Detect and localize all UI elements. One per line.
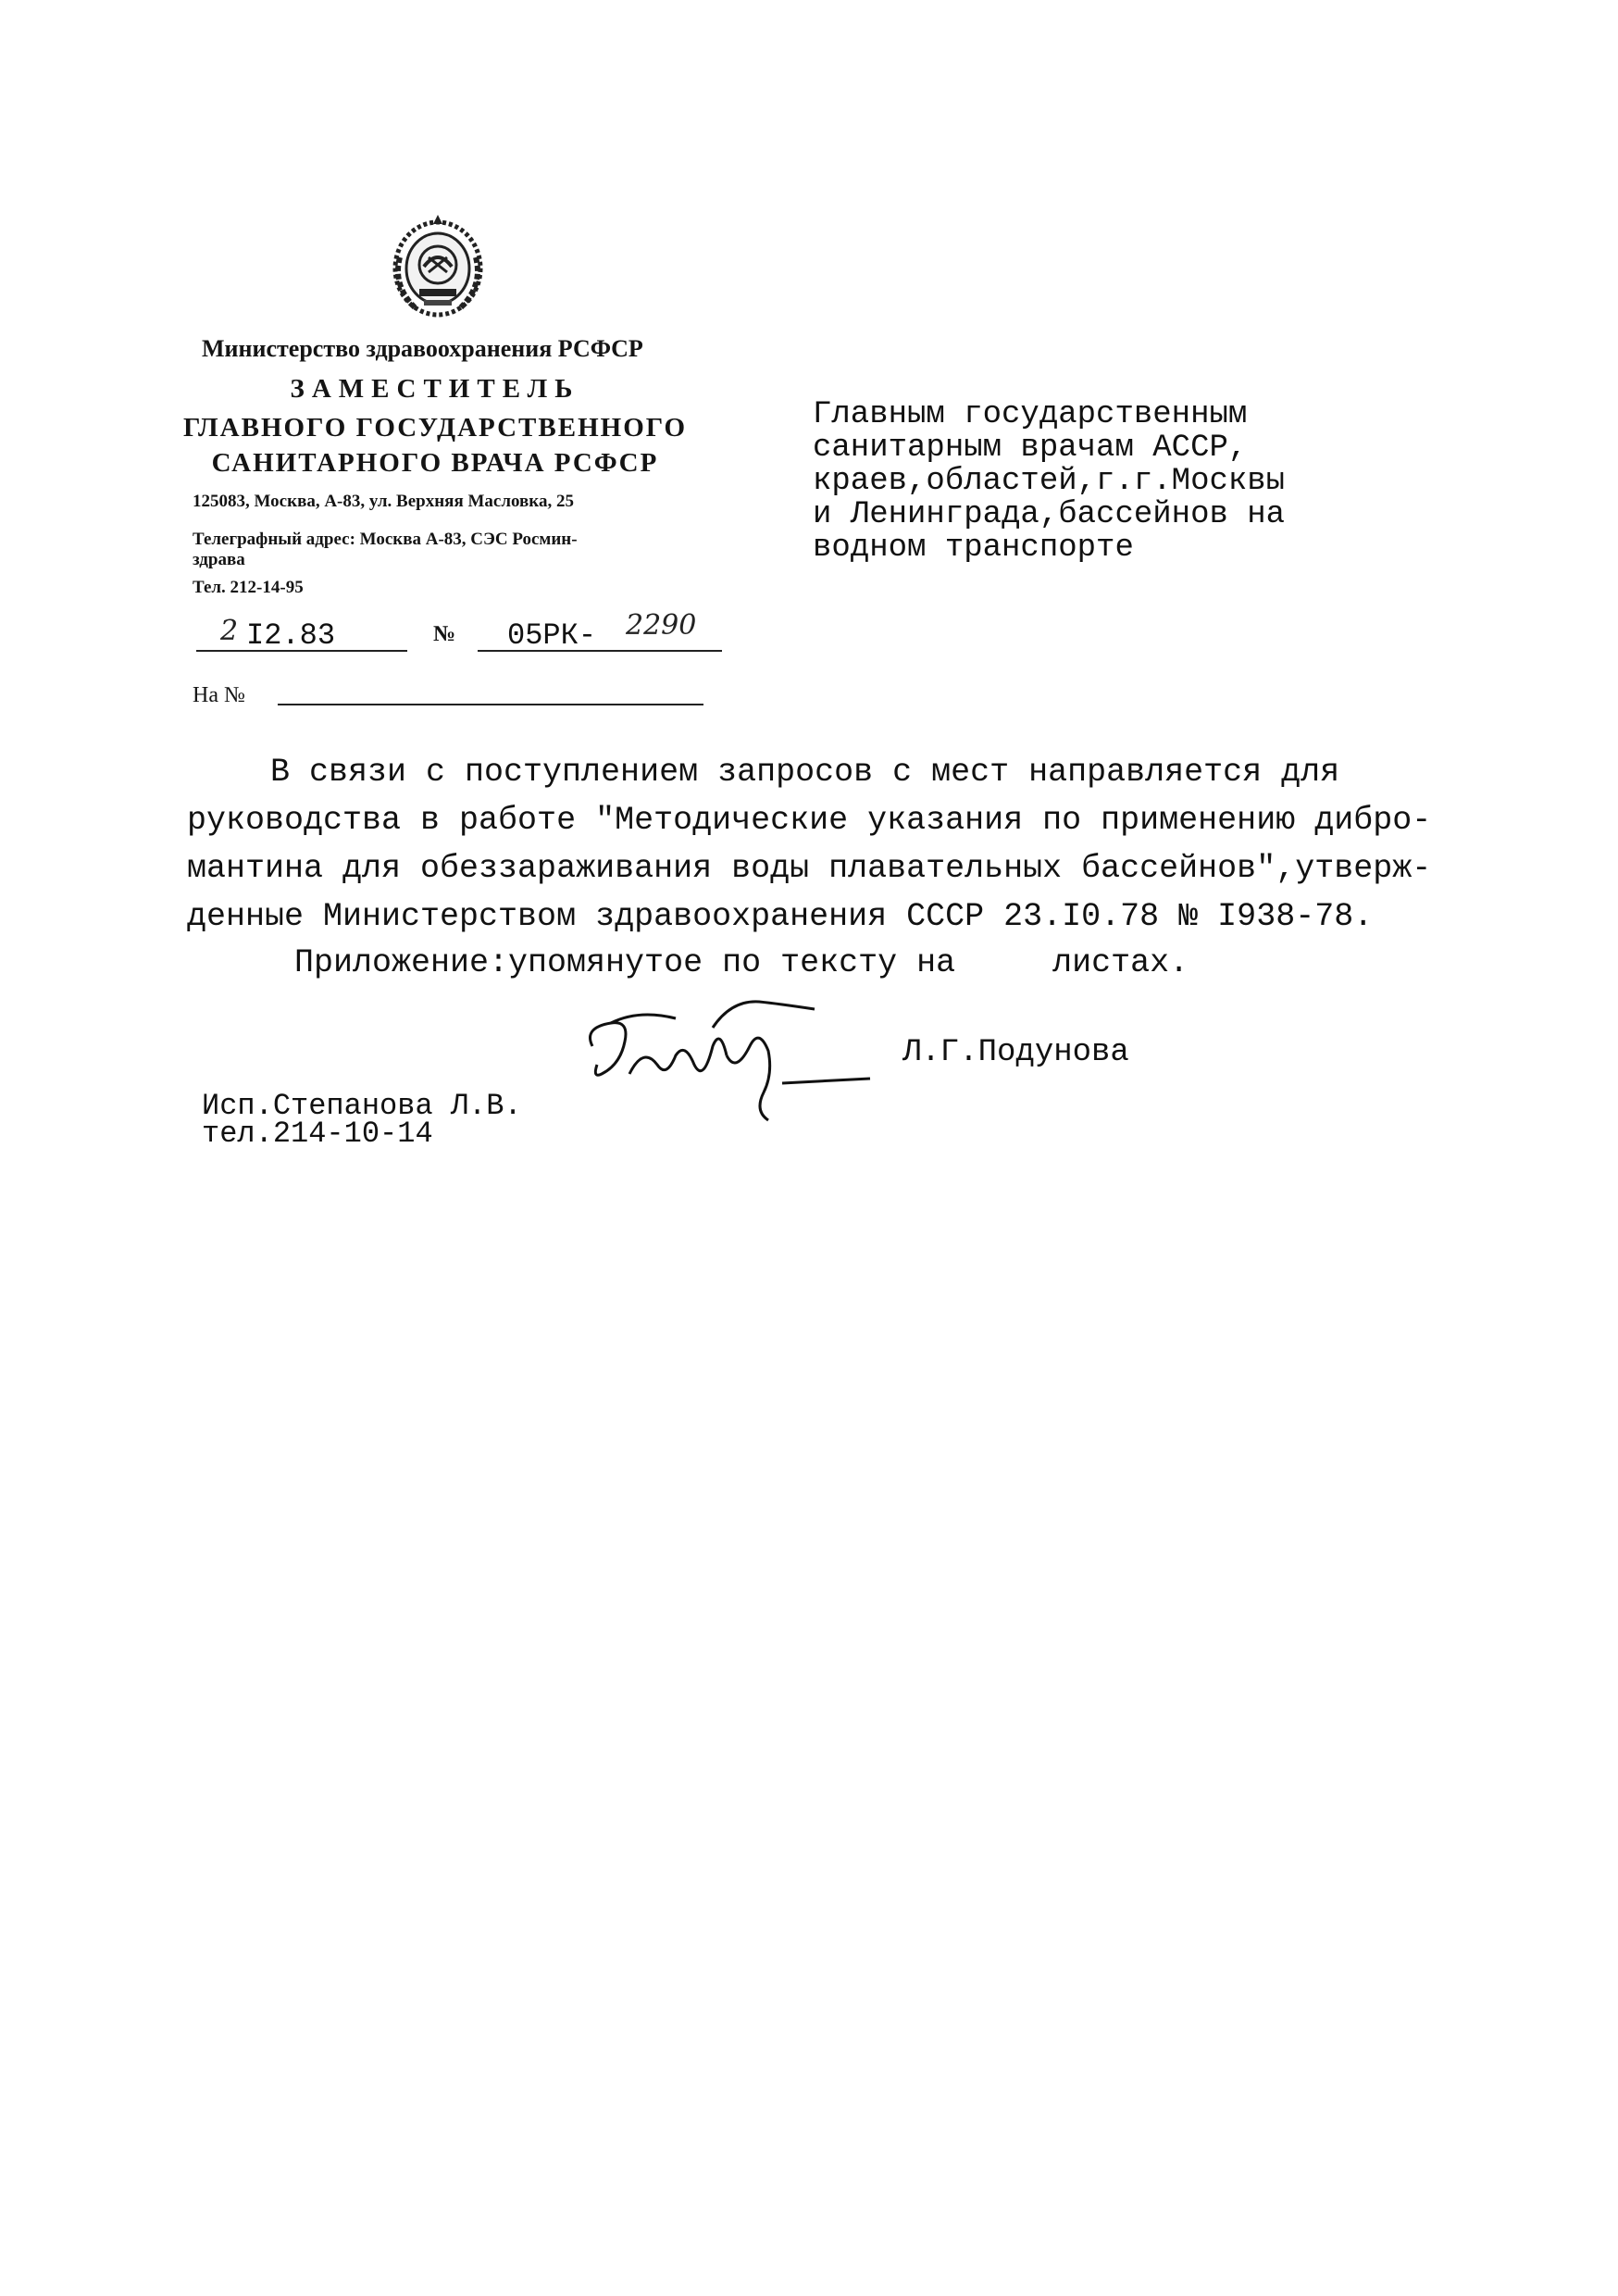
telegraph-address-line1: Телеграфный адрес: Москва А-83, СЭС Росмин- [193, 530, 578, 549]
letterhead-title-line1: ЗАМЕСТИТЕЛЬ [290, 374, 580, 404]
recipient-line: водном транспорте [813, 530, 1134, 566]
recipient-line: и Ленинграда,бассейнов на [813, 497, 1286, 532]
date-field [196, 615, 407, 652]
executor-block [202, 1089, 522, 1151]
telegraph-address-line2: здрава [193, 550, 245, 569]
ministry-name: Министерство здравоохранения РСФСР [202, 335, 643, 362]
number-label: № [433, 622, 456, 646]
signature-icon [574, 991, 879, 1129]
letterhead-title-line2: ГЛАВНОГО ГОСУДАРСТВЕННОГО [182, 413, 688, 443]
recipient-line: краев,областей,г.г.Москвы [813, 464, 1286, 499]
reply-label: На № [193, 683, 245, 707]
coat-of-arms-emblem [387, 211, 489, 320]
number-value: 05РК- [507, 618, 597, 653]
signer-name: Л.Г.Подунова [902, 1035, 1129, 1070]
body-line: мантина для обеззараживания воды плавательных бассейнов",утверж- [187, 850, 1432, 887]
number-field [478, 609, 722, 653]
date-value: I2.83 [246, 618, 336, 653]
body-line: руководства в работе "Методические указания по применению дибро- [187, 802, 1432, 839]
letterhead-phone: Тел. 212-14-95 [193, 578, 304, 597]
body-line: В связи с поступлением запросов с мест направляется для [270, 754, 1340, 791]
letterhead-address: 125083, Москва, А-83, ул. Верхняя Масловка, 25 [193, 492, 574, 511]
date-handwritten: 2 [220, 615, 239, 647]
body-line: денные Министерством здравоохранения СССР 23.I0.78 № I938-78. [187, 898, 1374, 935]
executor-phone: тел.214-10-14 [202, 1117, 433, 1151]
letterhead-title-line3: САНИТАРНОГО ВРАЧА РСФСР [211, 448, 659, 478]
executor-name: Исп.Степанова Л.В. [202, 1089, 522, 1123]
letter-body [187, 748, 1431, 941]
recipient-line: санитарным врачам АССР, [813, 430, 1248, 466]
emblem-icon [387, 211, 489, 320]
recipient-block [813, 398, 1285, 565]
reply-field-line [278, 704, 703, 705]
attachment-note: Приложение:упомянутое по тексту на листах. [294, 944, 1189, 981]
number-handwritten: 2290 [626, 609, 697, 642]
handwritten-signature [574, 991, 879, 1129]
recipient-line: Главным государственным [813, 397, 1248, 432]
